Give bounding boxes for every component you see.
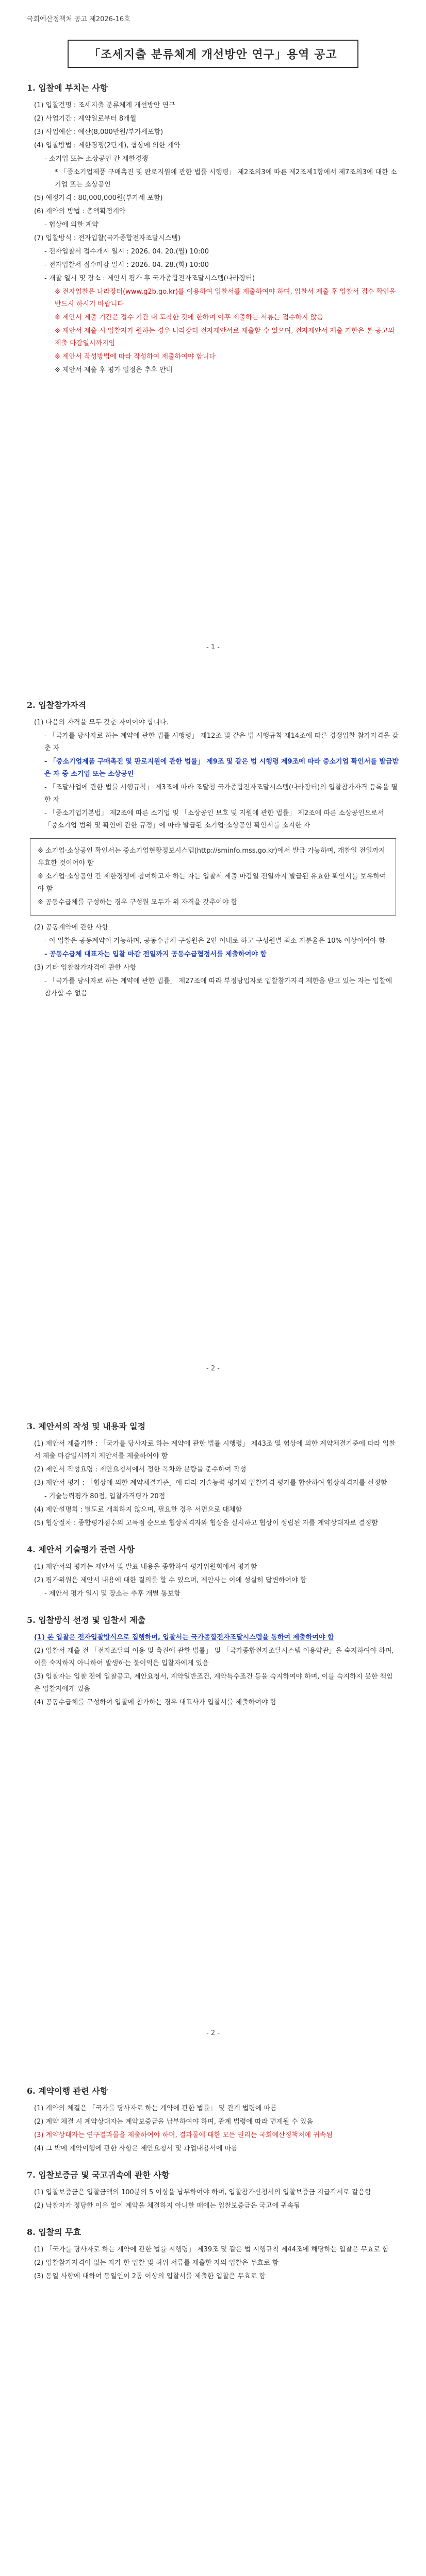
s1-note: ※ 제안서 제출 후 평가 일정은 추후 안내 [55, 366, 173, 374]
s5-line: (1) 본 입찰은 전자입찰방식으로 집행하며, 입찰서는 국가종합전자조달시스템을 통하여 제출하여야 함 [34, 1634, 334, 1641]
s3-line: (5) 협상절차 : 종합평가점수의 고득점 순으로 협상적격자와 협상을 실시하고 협상이 성립된 자를 계약상대자로 결정함 [34, 1519, 378, 1527]
s1-line: - 소기업 또는 소상공인 간 제한경쟁 [44, 155, 149, 163]
s4-line: (2) 평가위원은 제안서 내용에 대한 질의를 할 수 있으며, 제안사는 이에 성실히 답변하여야 함 [34, 1577, 307, 1584]
s5-line: (4) 공동수급체를 구성하여 입찰에 참가하는 경우 대표사가 입찰서를 제출하여야 함 [34, 1699, 277, 1706]
s2-line: - 「국가를 당사자로 하는 계약에 관한 법률 시행령」 제12조 및 같은 법 시행규칙 제14조에 따른 경쟁입찰 참가자격을 갖춘 자 [44, 732, 399, 752]
s1-note: ※ 제안서 제출 기간은 접수 기간 내 도착한 것에 한하며 이후 제출하는 서류는 접수하지 않음 [55, 314, 323, 321]
s1-note: ※ 제안서 제출 시 입찰자가 원하는 경우 나라장터 전자제안서로 제출할 수 있으며, 전자제안서 제출 기한은 본 공고의 제출 마감일시까지임 [55, 327, 395, 347]
s2-line: - 공동수급체 대표자는 입찰 마감 전일까지 공동수급협정서를 제출하여야 함 [44, 951, 267, 958]
page-4 [0, 2050, 426, 2576]
s1-line: (4) 입찰방법 : 제한경쟁(2단계), 협상에 의한 계약 [34, 142, 181, 149]
s1-line: (3) 사업예산 : 예산(8,000만원/부가세포함) [34, 128, 163, 136]
s6-line: (4) 그 밖에 계약이행에 관한 사항은 제안요청서 및 과업내용서에 따름 [34, 2145, 238, 2153]
page-2 [0, 665, 426, 1386]
s8-line: (3) 동일 사항에 대하여 동일인이 2통 이상의 입찰서를 제출한 입찰은 무효로 함 [34, 2273, 266, 2280]
s2-line: (3) 기타 입찰참가자격에 관한 사항 [34, 964, 137, 972]
s3-line: (4) 제안설명회 : 별도로 개최하지 않으며, 필요한 경우 서면으로 대체함 [34, 1506, 242, 1514]
s8-line: (2) 입찰참가자격이 없는 자가 한 입찰 및 허위 서류를 제출한 자의 입찰은 무효로 함 [34, 2259, 278, 2267]
s7-line: (2) 낙찰자가 정당한 이유 없이 계약을 체결하지 아니한 때에는 입찰보증금은 국고에 귀속됨 [34, 2202, 300, 2210]
page-number: - 1 - [206, 643, 220, 651]
s5-line: (2) 입찰서 제출 전 「전자조달의 이용 및 촉진에 관한 법률」 및 「국가종합전자조달시스템 이용약관」을 숙지하여야 하며, 이를 숙지하지 아니하여 발생하는 불이익은 입찰자에게 있음 [34, 1647, 394, 1667]
doc-number: 국회예산정책처 공고 제2026-16호 [27, 15, 130, 23]
s1-line: (2) 사업기간 : 계약일로부터 8개월 [34, 115, 137, 123]
page-title: 「조세지출 분류체계 개선방안 연구」용역 공고 [68, 40, 358, 68]
s1-note: ※ 제안서 작성방법에 따라 작성하여 제출하여야 합니다 [55, 353, 216, 361]
s3-line: - 기술능력평가 80점, 입찰가격평가 20점 [44, 1493, 166, 1500]
page-number: - 2 - [206, 2029, 220, 2037]
section-7-heading: 7. 입찰보증금 및 국고귀속에 관한 사항 [27, 2170, 170, 2180]
s1-line: - 전자입찰서 접수개시 일시 : 2026. 04. 20.(월) 10:00 [44, 248, 209, 256]
page-1 [0, 0, 426, 665]
s3-line: (2) 제안서 작성요령 : 제안요청서에서 정한 목차와 분량을 준수하여 작성 [34, 1466, 247, 1473]
s2-line: - 「조달사업에 관한 법률 시행규칙」 제3조에 따라 조달청 국가종합전자조달시스템(나라장터)의 입찰참가자격 등록을 필한 자 [44, 784, 398, 804]
s2-note: ※ 공동수급체를 구성하는 경우 구성원 모두가 위 자격을 갖추어야 함 [38, 899, 238, 906]
s1-line: - 협상에 의한 계약 [44, 221, 99, 229]
s6-line: (2) 계약 체결 시 계약상대자는 계약보증금을 납부하여야 하며, 관계 법령에 따라 면제될 수 있음 [34, 2118, 313, 2126]
s8-line: (1) 「국가를 당사자로 하는 계약에 관한 법률 시행령」 제39조 및 같은 법 시행규칙 제44조에 해당하는 입찰은 무효로 함 [34, 2246, 389, 2253]
page-number: - 2 - [206, 1365, 220, 1372]
s1-line: * 「중소기업제품 구매촉진 및 판로지원에 관한 법률 시행령」 제2조의3에 따른 제2조제1항에서 제7조의3에 대한 소기업 또는 소상공인 [55, 168, 397, 189]
section-1-heading: 1. 입찰에 부치는 사항 [27, 83, 108, 93]
s6-line: (1) 계약의 체결은 「국가를 당사자로 하는 계약에 관한 법률」 및 관계 법령에 따름 [34, 2105, 277, 2112]
s1-line: - 개찰 일시 및 장소 : 제안서 평가 후 국가종합전자조달시스템(나라장터) [44, 275, 255, 282]
s4-line: - 제안서 평가 일시 및 장소는 추후 개별 통보함 [44, 1590, 181, 1598]
s2-line: (2) 공동계약에 관한 사항 [34, 924, 108, 931]
s1-line: (1) 입찰건명 : 조세지출 분류체계 개선방안 연구 [34, 101, 175, 109]
section-5-heading: 5. 입찰방식 선정 및 입찰서 제출 [27, 1615, 146, 1625]
section-3-heading: 3. 제안서의 작성 및 내용과 일정 [27, 1421, 146, 1431]
s2-line: - 「중소기업제품 구매촉진 및 판로지원에 관한 법률」 제9조 및 같은 법 시행령 제9조에 따라 중소기업 확인서를 발급받은 자 중 소기업 또는 소상공인 [44, 758, 399, 778]
section-4-heading: 4. 제안서 기술평가 관련 사항 [27, 1545, 135, 1554]
s3-line: (1) 제안서 제출기한 : 「국가를 당사자로 하는 계약에 관한 법률 시행령」 제43조 및 협상에 의한 계약체결기준에 따라 입찰서 제출 마감일시까지 제안서를 제출하여야 함 [34, 1440, 396, 1460]
s6-line: (3) 계약상대자는 연구결과물을 제출하여야 하며, 결과물에 대한 모든 권리는 국회예산정책처에 귀속됨 [34, 2131, 333, 2139]
section-8-heading: 8. 입찰의 무효 [27, 2227, 81, 2237]
s5-line: (3) 입찰자는 입찰 전에 입찰공고, 제안요청서, 계약일반조건, 계약특수조건 등을 숙지하여야 하며, 이를 숙지하지 못한 책임은 입찰자에게 있음 [34, 1673, 393, 1693]
s3-line: (3) 제안서 평가 : 「협상에 의한 계약체결기준」에 따라 기술능력 평가와 입찰가격 평가를 합산하여 협상적격자를 선정함 [34, 1479, 387, 1487]
s1-note: ※ 전자입찰은 나라장터(www.g2b.go.kr)를 이용하여 입찰서를 제출하여야 하며, 입찰서 제출 후 입찰서 접수 확인을 반드시 하시기 바랍니다 [55, 288, 396, 308]
note-box [30, 838, 396, 916]
s1-line: (6) 계약의 방법 : 총액확정계약 [34, 208, 126, 215]
s2-note: ※ 소기업·소상공인 확인서는 중소기업현황정보시스템(http://sminfo.mss.go.kr)에서 발급 가능하며, 개찰일 전일까지 유효한 것이어야 함 [38, 847, 385, 867]
page-3 [0, 1386, 426, 2050]
section-6-heading: 6. 계약이행 관련 사항 [27, 2086, 108, 2096]
section-2-heading: 2. 입찰참가자격 [27, 700, 87, 710]
s1-line: (7) 입찰방식 : 전자입찰(국가종합전자조달시스템) [34, 234, 181, 242]
s4-line: (1) 제안서의 평가는 제안서 및 발표 내용을 종합하여 평가위원회에서 평가함 [34, 1563, 257, 1571]
s2-note: ※ 소기업·소상공인 간 제한경쟁에 참여하고자 하는 자는 입찰서 제출 마감일 전일까지 발급된 유효한 확인서를 보유하여야 함 [38, 873, 386, 893]
s2-line: - 이 입찰은 공동계약이 가능하며, 공동수급체 구성원은 2인 이내로 하고 구성원별 최소 지분율은 10% 이상이어야 함 [44, 937, 385, 945]
s7-line: (1) 입찰보증금은 입찰금액의 100분의 5 이상을 납부하여야 하며, 입찰참가신청서의 입찰보증금 지급각서로 갈음함 [34, 2189, 371, 2196]
s2-line: - 「중소기업기본법」 제2조에 따른 소기업 및 「소상공인 보호 및 지원에 관한 법률」 제2조에 따른 소상공인으로서 「중소기업 범위 및 확인에 관한 규정」에 따라 발급된 소기업·소상공인 확인서를 소지한 자 [44, 809, 384, 829]
s1-line: (5) 예정가격 : 80,000,000원(부가세 포함) [34, 194, 163, 202]
s2-line: (1) 다음의 자격을 모두 갖춘 자이어야 합니다. [34, 719, 169, 726]
s1-line: - 전자입찰서 접수마감 일시 : 2026. 04. 28.(화) 10:00 [44, 261, 209, 269]
s2-line: - 「국가를 당사자로 하는 계약에 관한 법률」 제27조에 따라 부정당업자로 입찰참가자격 제한을 받고 있는 자는 입찰에 참가할 수 없음 [44, 977, 392, 997]
